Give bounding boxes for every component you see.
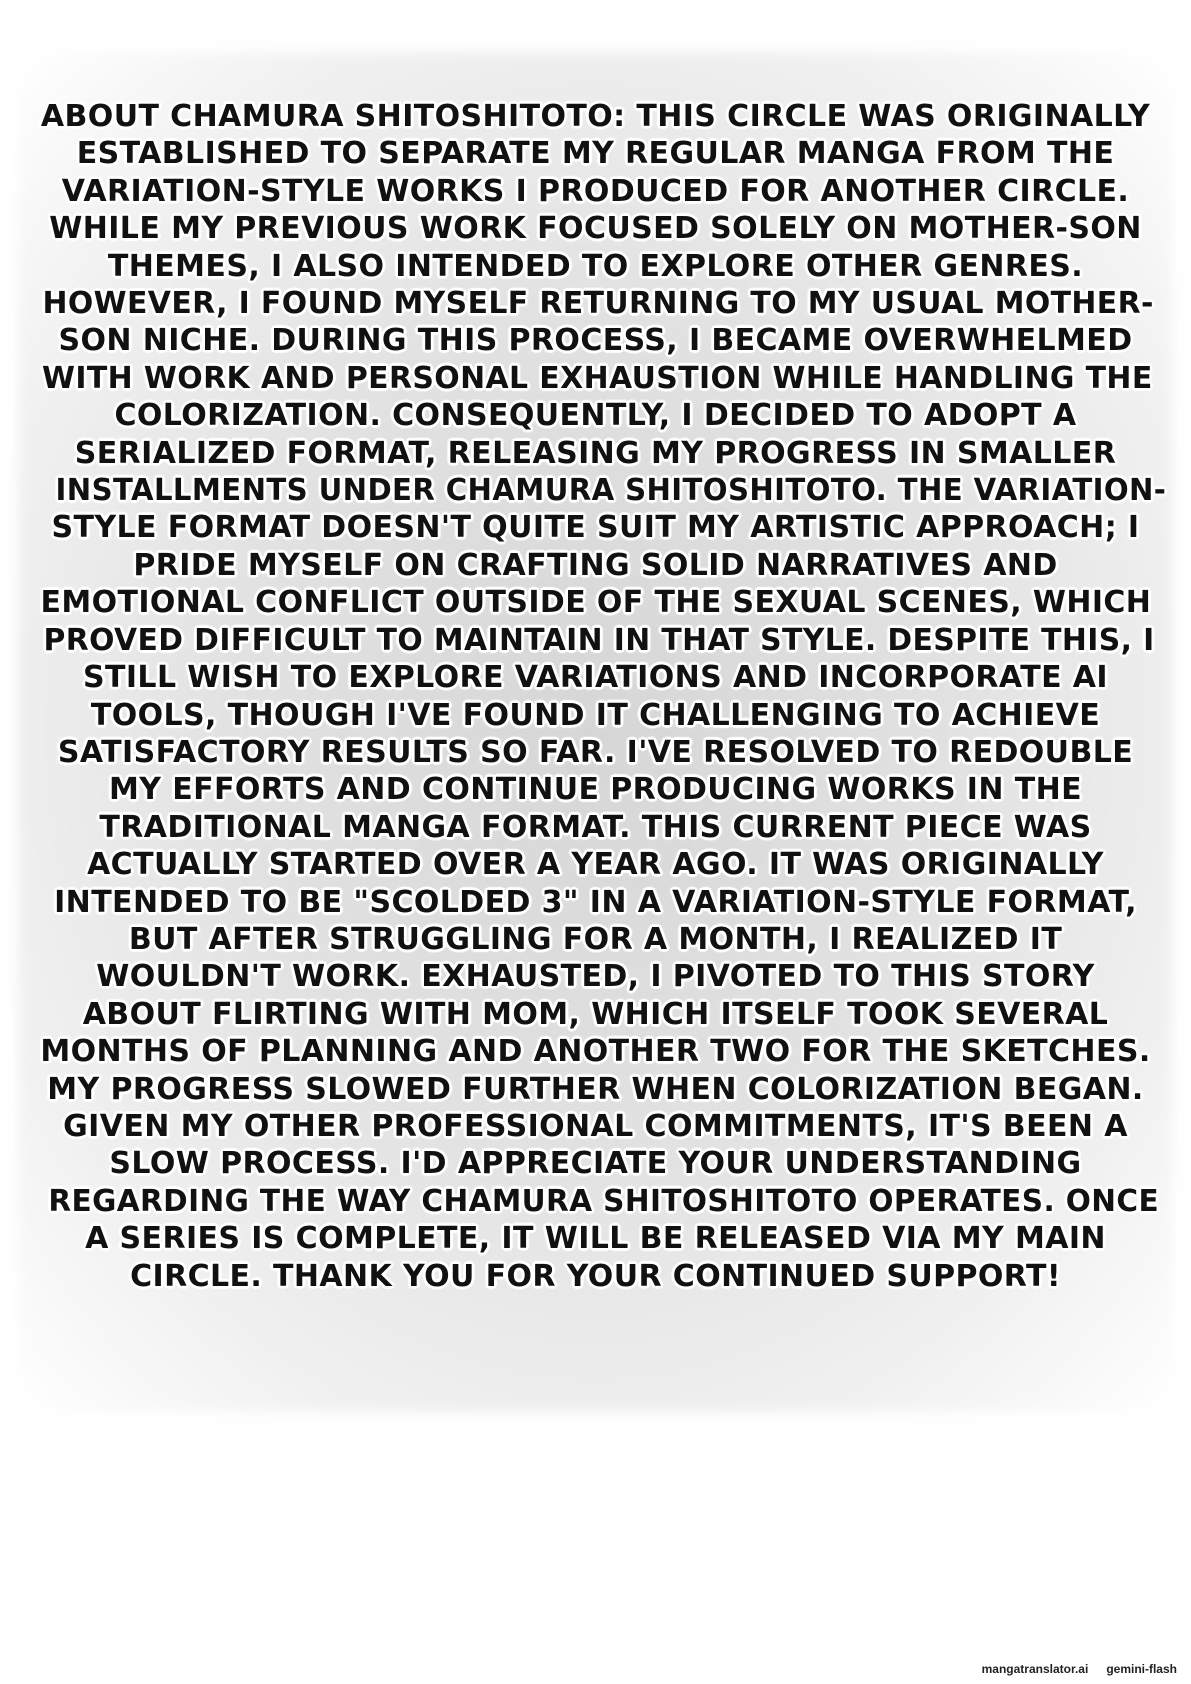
text-line: COLORIZATION. CONSEQUENTLY, I DECIDED TO ADOPT A — [114, 398, 1077, 434]
text-line: WITH WORK AND PERSONAL EXHAUSTION WHILE HANDLING THE — [41, 360, 1153, 396]
text-line: INSTALLMENTS UNDER CHAMURA SHITOSHITOTO. THE VARIATION- — [55, 473, 1167, 509]
watermark-site: mangatranslator.ai — [981, 1662, 1089, 1676]
text-line: ABOUT CHAMURA SHITOSHITOTO: THIS CIRCLE WAS ORIGINALLY — [40, 99, 1151, 134]
text-line: VARIATION-STYLE WORKS I PRODUCED FOR ANOTHER CIRCLE. — [61, 173, 1130, 209]
text-line: CIRCLE. THANK YOU FOR YOUR CONTINUED SUPPORT! — [130, 1258, 1061, 1294]
text-line: BUT AFTER STRUGGLING FOR A MONTH, I REALIZED IT — [128, 921, 1063, 957]
text-line: PROVED DIFFICULT TO MAINTAIN IN THAT STYLE. DESPITE THIS, I — [43, 622, 1155, 658]
text-line: MY PROGRESS SLOWED FURTHER WHEN COLORIZATION BEGAN. — [47, 1071, 1144, 1107]
text-line: WOULDN'T WORK. EXHAUSTED, I PIVOTED TO THIS STORY — [96, 959, 1095, 995]
watermark-model: gemini-flash — [1106, 1662, 1177, 1676]
afterword-text — [40, 98, 1167, 1295]
text-line: ACTUALLY STARTED OVER A YEAR AGO. IT WAS ORIGINALLY — [87, 847, 1104, 883]
text-line: A SERIES IS COMPLETE, IT WILL BE RELEASED VIA MY MAIN — [85, 1221, 1106, 1257]
text-line: MONTHS OF PLANNING AND ANOTHER TWO FOR THE SKETCHES. — [40, 1034, 1151, 1070]
text-line: SON NICHE. DURING THIS PROCESS, I BECAME OVERWHELMED — [58, 323, 1133, 359]
text-line: INTENDED TO BE "SCOLDED 3" IN A VARIATION-STYLE FORMAT, — [54, 884, 1137, 920]
text-line: SLOW PROCESS. I'D APPRECIATE YOUR UNDERSTANDING — [109, 1146, 1082, 1182]
text-line: PRIDE MYSELF ON CRAFTING SOLID NARRATIVES AND — [133, 547, 1058, 583]
text-line: TRADITIONAL MANGA FORMAT. THIS CURRENT PIECE WAS — [99, 809, 1092, 845]
translator-watermark — [982, 1662, 1177, 1676]
text-line: STYLE FORMAT DOESN'T QUITE SUIT MY ARTISTIC APPROACH; I — [51, 510, 1140, 546]
text-line: WHILE MY PREVIOUS WORK FOCUSED SOLELY ON MOTHER-SON — [49, 211, 1142, 247]
text-line: SATISFACTORY RESULTS SO FAR. I'VE RESOLVED TO REDOUBLE — [57, 734, 1134, 770]
text-line: ABOUT FLIRTING WITH MOM, WHICH ITSELF TOOK SEVERAL — [82, 996, 1109, 1032]
text-line: HOWEVER, I FOUND MYSELF RETURNING TO MY USUAL MOTHER- — [42, 286, 1154, 322]
text-line: ESTABLISHED TO SEPARATE MY REGULAR MANGA FROM THE — [76, 136, 1115, 172]
text-line: EMOTIONAL CONFLICT OUTSIDE OF THE SEXUAL SCENES, WHICH — [40, 585, 1152, 621]
text-line: SERIALIZED FORMAT, RELEASING MY PROGRESS IN SMALLER — [74, 435, 1117, 471]
text-line: STILL WISH TO EXPLORE VARIATIONS AND INCORPORATE AI — [83, 660, 1108, 696]
text-line: TOOLS, THOUGH I'VE FOUND IT CHALLENGING TO ACHIEVE — [90, 697, 1101, 733]
text-line: THEMES, I ALSO INTENDED TO EXPLORE OTHER GENRES. — [107, 248, 1084, 284]
text-line: MY EFFORTS AND CONTINUE PRODUCING WORKS IN THE — [109, 772, 1082, 808]
text-line: GIVEN MY OTHER PROFESSIONAL COMMITMENTS, IT'S BEEN A — [63, 1108, 1128, 1144]
text-line: REGARDING THE WAY CHAMURA SHITOSHITOTO OPERATES. ONCE — [48, 1183, 1160, 1219]
